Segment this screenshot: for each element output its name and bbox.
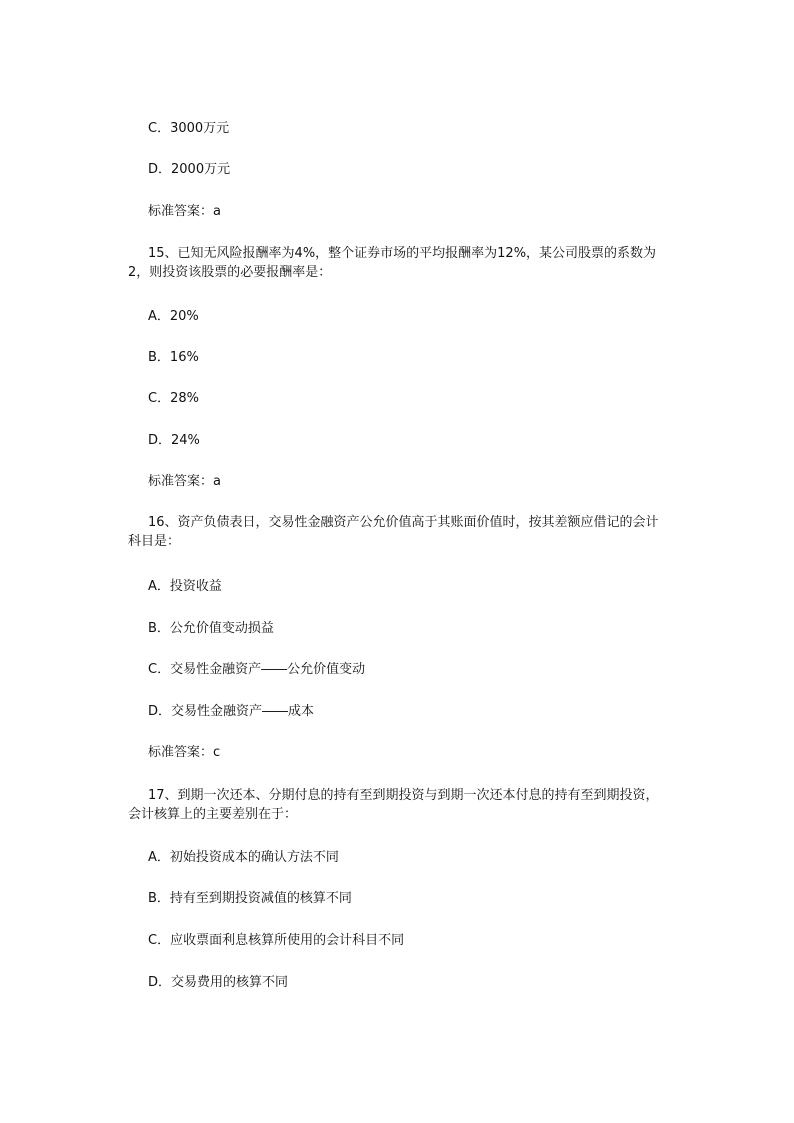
option-d: D．交易费用的核算不同 (148, 975, 289, 990)
option-a: A．投资收益 (148, 579, 222, 594)
option-a: A．20% (148, 309, 199, 324)
option-b: B．公允价值变动损益 (148, 621, 274, 636)
option-c: C．3000万元 (148, 121, 230, 136)
option-d: D．24% (148, 433, 200, 448)
option-d: D．交易性金融资产――成本 (148, 704, 315, 719)
option-c: C．应收票面利息核算所使用的会计科目不同 (148, 933, 405, 948)
answer: 标准答案：c (148, 745, 221, 760)
answer: 标准答案：a (148, 474, 221, 489)
option-b: B．持有至到期投资减值的核算不同 (148, 891, 352, 906)
option-c: C．交易性金融资产――公允价值变动 (148, 662, 366, 677)
option-d: D．2000万元 (148, 162, 231, 177)
option-b: B．16% (148, 350, 199, 365)
option-a: A．初始投资成本的确认方法不同 (148, 850, 339, 865)
question-15: 15、已知无风险报酬率为4%，整个证券市场的平均报酬率为12%，某公司股票的系数为2，则投资该股票的必要报酬率是： (128, 246, 657, 280)
option-c: C．28% (148, 391, 199, 406)
question-17: 17、到期一次还本、分期付息的持有至到期投资与到期一次还本付息的持有至到期投资，会计核算上的主要差别在于： (128, 788, 659, 822)
question-16: 16、资产负债表日，交易性金融资产公允价值高于其账面价值时，按其差额应借记的会计科目是： (128, 515, 659, 549)
answer: 标准答案：a (148, 204, 221, 219)
